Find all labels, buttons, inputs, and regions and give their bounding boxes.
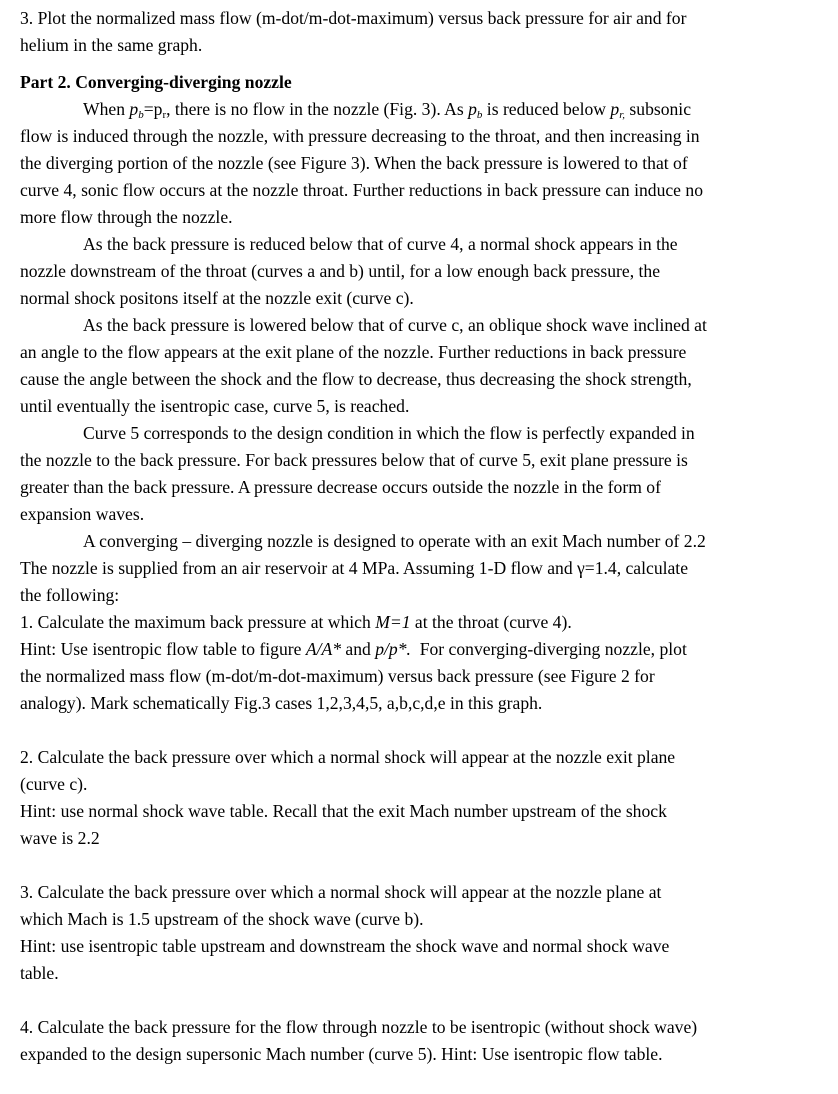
question-1: [20, 609, 818, 717]
text-line: the nozzle to the back pressure. For back pressures below that of curve 5, exit plane pressure is: [20, 450, 688, 470]
text-line: which Mach is 1.5 upstream of the shock wave (curve b).: [20, 909, 424, 929]
text-line: flow is induced through the nozzle, with pressure decreasing to the throat, and then increasing in: [20, 126, 700, 146]
text-line: helium in the same graph.: [20, 35, 203, 55]
text-line: until eventually the isentropic case, curve 5, is reached.: [20, 396, 410, 416]
text-line: The nozzle is supplied from an air reservoir at 4 MPa. Assuming 1-D flow and γ=1.4, calculate: [20, 558, 689, 578]
text-line: As the back pressure is reduced below that of curve 4, a normal shock appears in the: [83, 234, 678, 254]
text-line: 4. Calculate the back pressure for the flow through nozzle to be isentropic (without shock wave): [20, 1017, 698, 1037]
question-2: [20, 744, 818, 852]
section-heading: Part 2. Converging-diverging nozzle: [20, 72, 292, 92]
text-line: Curve 5 corresponds to the design condition in which the flow is perfectly expanded in: [83, 423, 695, 443]
plot-instruction: [20, 5, 818, 59]
text-line: the following:: [20, 585, 120, 605]
text-line: 1. Calculate the maximum back pressure at which M=1 at the throat (curve 4).: [20, 612, 572, 632]
text-line: more flow through the nozzle.: [20, 207, 233, 227]
text-line: analogy). Mark schematically Fig.3 cases 1,2,3,4,5, a,b,c,d,e in this graph.: [20, 693, 543, 713]
text-line: Hint: Use isentropic flow table to figure A/A* and p/p*. For converging-diverging nozzle, plot: [20, 639, 687, 659]
question-3: [20, 879, 818, 987]
text-line: expanded to the design supersonic Mach number (curve 5). Hint: Use isentropic flow table.: [20, 1044, 663, 1064]
text-line: As the back pressure is lowered below that of curve c, an oblique shock wave inclined at: [83, 315, 707, 335]
text-line: A converging – diverging nozzle is designed to operate with an exit Mach number of 2.2: [83, 531, 706, 551]
question-4: [20, 1014, 818, 1068]
text-line: nozzle downstream of the throat (curves a and b) until, for a low enough back pressure, the: [20, 261, 660, 281]
paragraph-no-flow: [20, 96, 818, 231]
text-line: (curve c).: [20, 774, 88, 794]
text-line: wave is 2.2: [20, 828, 100, 848]
text-line: When $p_b=p_r$, there is no flow in the nozzle (Fig. 3). As $p_b$ is reduced below $p_{r,}$ subsonic: [83, 99, 692, 121]
text-line: Hint: use isentropic table upstream and downstream the shock wave and normal shock wave: [20, 936, 670, 956]
text-line: table.: [20, 963, 59, 983]
paragraph-problem-statement: [20, 528, 818, 609]
text-line: 3. Calculate the back pressure over which a normal shock will appear at the nozzle plane at: [20, 882, 662, 902]
text-line: Hint: use normal shock wave table. Recall that the exit Mach number upstream of the shock: [20, 801, 667, 821]
text-line: 3. Plot the normalized mass flow (m-dot/m-dot-maximum) versus back pressure for air and for: [20, 8, 687, 28]
text-line: the diverging portion of the nozzle (see Figure 3). When the back pressure is lowered to that of: [20, 153, 688, 173]
text-line: 2. Calculate the back pressure over which a normal shock will appear at the nozzle exit plane: [20, 747, 676, 767]
document-page: [20, 5, 818, 1068]
text-line: normal shock positons itself at the nozzle exit (curve c).: [20, 288, 414, 308]
text-line: an angle to the flow appears at the exit plane of the nozzle. Further reductions in back pressure: [20, 342, 687, 362]
text-line: cause the angle between the shock and the flow to decrease, thus decreasing the shock strength,: [20, 369, 692, 389]
text-line: curve 4, sonic flow occurs at the nozzle throat. Further reductions in back pressure can induce no: [20, 180, 703, 200]
text-line: expansion waves.: [20, 504, 145, 524]
text-line: the normalized mass flow (m-dot/m-dot-maximum) versus back pressure (see Figure 2 for: [20, 666, 655, 686]
paragraph-normal-shock: [20, 231, 818, 312]
text-line: greater than the back pressure. A pressure decrease occurs outside the nozzle in the form of: [20, 477, 661, 497]
paragraph-design-condition: [20, 420, 818, 528]
paragraph-oblique-shock: [20, 312, 818, 420]
